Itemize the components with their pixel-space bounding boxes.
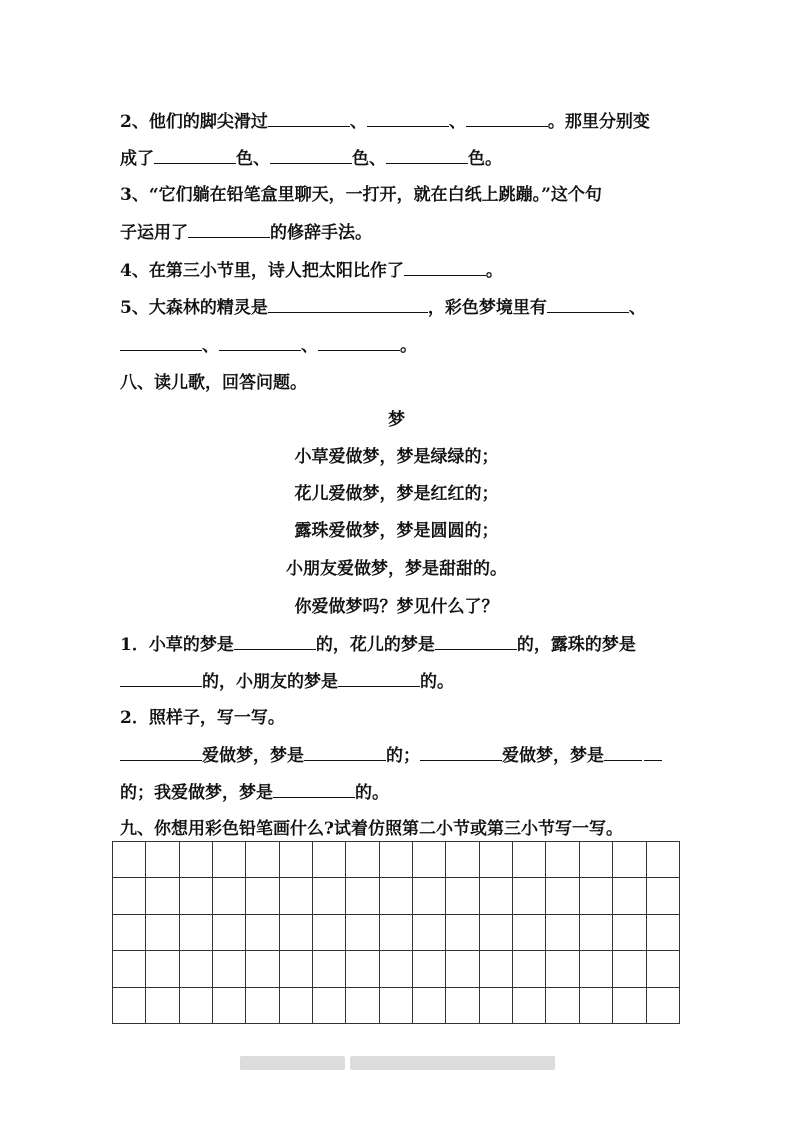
grid-cell[interactable] <box>213 951 246 987</box>
grid-cell[interactable] <box>279 842 312 878</box>
grid-cell[interactable] <box>579 987 612 1023</box>
grid-cell[interactable] <box>313 951 346 987</box>
grid-cell[interactable] <box>513 842 546 878</box>
answer-blank[interactable] <box>268 296 428 313</box>
grid-cell[interactable] <box>279 987 312 1023</box>
grid-cell[interactable] <box>413 914 446 950</box>
grid-cell[interactable] <box>613 842 646 878</box>
grid-cell[interactable] <box>513 914 546 950</box>
text: 的；我爱做梦，梦是 <box>120 783 273 803</box>
grid-cell[interactable] <box>213 842 246 878</box>
answer-blank[interactable] <box>644 744 662 761</box>
grid-cell[interactable] <box>146 951 179 987</box>
grid-cell[interactable] <box>579 914 612 950</box>
answer-blank[interactable] <box>367 110 449 127</box>
grid-cell[interactable] <box>313 842 346 878</box>
grid-cell[interactable] <box>479 878 512 914</box>
grid-cell[interactable] <box>413 842 446 878</box>
grid-cell[interactable] <box>246 951 279 987</box>
answer-blank[interactable] <box>420 744 502 761</box>
text: 、 <box>448 112 466 132</box>
q8-item2-line2 <box>120 781 389 804</box>
text: 成了 <box>120 149 154 169</box>
text: 色。 <box>468 149 502 169</box>
answer-blank[interactable] <box>188 221 270 238</box>
grid-cell[interactable] <box>479 842 512 878</box>
grid-cell[interactable] <box>113 878 146 914</box>
grid-cell[interactable] <box>646 878 680 914</box>
grid-cell[interactable] <box>413 878 446 914</box>
grid-cell[interactable] <box>246 914 279 950</box>
grid-cell[interactable] <box>113 987 146 1023</box>
grid-cell[interactable] <box>246 987 279 1023</box>
grid-cell[interactable] <box>446 878 479 914</box>
grid-cell[interactable] <box>579 951 612 987</box>
grid-cell[interactable] <box>113 842 146 878</box>
grid-cell[interactable] <box>113 951 146 987</box>
grid-cell[interactable] <box>546 878 579 914</box>
q7-item3-line1: 3、“它们躺在铅笔盒里聊天，一打开，就在白纸上跳蹦。”这个句 <box>120 185 602 205</box>
answer-blank[interactable] <box>338 670 420 687</box>
grid-cell[interactable] <box>213 987 246 1023</box>
answer-blank[interactable] <box>435 633 517 650</box>
grid-cell[interactable] <box>279 951 312 987</box>
grid-cell[interactable] <box>346 842 379 878</box>
grid-cell[interactable] <box>179 914 212 950</box>
q7-item5-line2 <box>120 334 417 357</box>
section-heading-8: 八、读儿歌，回答问题。 <box>120 373 307 393</box>
answer-blank[interactable] <box>604 744 642 761</box>
answer-blank[interactable] <box>273 781 355 798</box>
grid-cell[interactable] <box>579 878 612 914</box>
grid-cell[interactable] <box>346 951 379 987</box>
text: ，彩色梦境里有 <box>427 298 547 318</box>
text: 2、他们的脚尖滑过 <box>120 112 268 132</box>
grid-cell[interactable] <box>346 878 379 914</box>
grid-cell[interactable] <box>613 951 646 987</box>
answer-blank[interactable] <box>270 147 352 164</box>
grid-row <box>113 842 680 878</box>
grid-cell[interactable] <box>379 987 412 1023</box>
grid-row <box>113 951 680 987</box>
grid-cell[interactable] <box>246 842 279 878</box>
grid-cell[interactable] <box>213 914 246 950</box>
grid-cell[interactable] <box>279 914 312 950</box>
grid-cell[interactable] <box>313 987 346 1023</box>
answer-blank[interactable] <box>154 147 236 164</box>
q7-item4 <box>120 259 503 282</box>
text: 、 <box>349 112 367 132</box>
grid-row <box>113 878 680 914</box>
grid-cell[interactable] <box>146 842 179 878</box>
grid-cell[interactable] <box>546 987 579 1023</box>
grid-cell[interactable] <box>613 987 646 1023</box>
text: 色、 <box>236 149 270 169</box>
poem-line: 小草爱做梦，梦是绿绿的； <box>294 447 499 467</box>
grid-cell[interactable] <box>179 951 212 987</box>
blurred-footer <box>240 1056 345 1070</box>
grid-cell[interactable] <box>246 878 279 914</box>
grid-cell[interactable] <box>479 987 512 1023</box>
grid-cell[interactable] <box>413 951 446 987</box>
text: 5、大森林的精灵是 <box>120 298 268 318</box>
text: 、 <box>628 298 646 318</box>
poem-line: 你爱做梦吗？梦见什么了？ <box>294 597 499 617</box>
section-heading-9: 九、你想用彩色铅笔画什么?试着仿照第二小节或第三小节写一写。 <box>120 819 623 839</box>
grid-cell[interactable] <box>579 842 612 878</box>
q7-item2-line2 <box>120 147 502 170</box>
grid-cell[interactable] <box>179 842 212 878</box>
answer-blank[interactable] <box>234 633 316 650</box>
grid-cell[interactable] <box>146 987 179 1023</box>
grid-cell[interactable] <box>379 914 412 950</box>
writing-grid[interactable] <box>112 841 680 1024</box>
text: 的。 <box>355 783 389 803</box>
q8-item1-line2 <box>120 670 454 693</box>
poem-line: 花儿爱做梦，梦是红红的； <box>294 484 499 504</box>
text: 、 <box>301 336 318 356</box>
text: 。 <box>400 336 417 356</box>
grid-cell[interactable] <box>513 987 546 1023</box>
answer-blank[interactable] <box>318 334 400 351</box>
grid-cell[interactable] <box>446 951 479 987</box>
grid-cell[interactable] <box>379 842 412 878</box>
grid-cell[interactable] <box>179 987 212 1023</box>
answer-blank[interactable] <box>547 296 629 313</box>
poem-line: 露珠爱做梦，梦是圆圆的； <box>294 521 499 541</box>
text: 的，小朋友的梦是 <box>202 672 338 692</box>
grid-cell[interactable] <box>113 914 146 950</box>
text: 的修辞手法。 <box>270 223 372 243</box>
q7-item2-line1 <box>120 110 650 133</box>
text: 爱做梦，梦是 <box>502 746 604 766</box>
q7-item3-line2 <box>120 221 372 244</box>
answer-blank[interactable] <box>466 110 548 127</box>
blurred-footer <box>350 1056 555 1070</box>
grid-cell[interactable] <box>179 878 212 914</box>
text: 的，露珠的梦是 <box>516 635 636 655</box>
grid-cell[interactable] <box>379 951 412 987</box>
grid-cell[interactable] <box>413 987 446 1023</box>
grid-cell[interactable] <box>546 914 579 950</box>
text: 的，花儿的梦是 <box>315 635 435 655</box>
grid-cell[interactable] <box>546 951 579 987</box>
grid-row <box>113 914 680 950</box>
poem-title: 梦 <box>388 410 405 430</box>
grid-cell[interactable] <box>646 987 680 1023</box>
answer-blank[interactable] <box>268 110 350 127</box>
grid-cell[interactable] <box>646 842 680 878</box>
q8-item2-line1 <box>120 744 662 767</box>
grid-cell[interactable] <box>313 914 346 950</box>
text: 子运用了 <box>120 223 188 243</box>
text: 的。 <box>420 672 454 692</box>
grid-cell[interactable] <box>346 914 379 950</box>
grid-cell[interactable] <box>446 842 479 878</box>
answer-blank[interactable] <box>120 334 202 351</box>
q8-item2-prompt: 2．照样子，写一写。 <box>120 708 285 728</box>
text: 。 <box>485 261 503 281</box>
grid-cell[interactable] <box>613 878 646 914</box>
grid-cell[interactable] <box>646 914 680 950</box>
answer-blank[interactable] <box>404 259 486 276</box>
text: 的； <box>386 746 420 766</box>
grid-cell[interactable] <box>146 878 179 914</box>
grid-cell[interactable] <box>213 878 246 914</box>
grid-cell[interactable] <box>546 842 579 878</box>
answer-blank[interactable] <box>120 744 202 761</box>
q7-item5-line1 <box>120 296 646 319</box>
answer-blank[interactable] <box>386 147 468 164</box>
grid-row <box>113 987 680 1023</box>
grid-cell[interactable] <box>479 914 512 950</box>
grid-cell[interactable] <box>346 987 379 1023</box>
text: 爱做梦，梦是 <box>202 746 304 766</box>
grid-cell[interactable] <box>479 951 512 987</box>
answer-blank[interactable] <box>304 744 386 761</box>
text: 4、在第三小节里，诗人把太阳比作了 <box>120 261 404 281</box>
grid-cell[interactable] <box>146 914 179 950</box>
answer-blank[interactable] <box>120 670 202 687</box>
answer-blank[interactable] <box>219 334 301 351</box>
grid-cell[interactable] <box>279 878 312 914</box>
grid-cell[interactable] <box>379 878 412 914</box>
grid-cell[interactable] <box>446 987 479 1023</box>
poem-line: 小朋友爱做梦，梦是甜甜的。 <box>286 559 507 579</box>
grid-cell[interactable] <box>513 878 546 914</box>
grid-cell[interactable] <box>513 951 546 987</box>
q8-item1-line1 <box>120 633 636 656</box>
text: 。那里分别变 <box>547 112 650 132</box>
grid-cell[interactable] <box>646 951 680 987</box>
grid-cell[interactable] <box>313 878 346 914</box>
grid-cell[interactable] <box>613 914 646 950</box>
text: 色、 <box>352 149 386 169</box>
text: 、 <box>202 336 219 356</box>
text: 1．小草的梦是 <box>120 635 234 655</box>
grid-cell[interactable] <box>446 914 479 950</box>
